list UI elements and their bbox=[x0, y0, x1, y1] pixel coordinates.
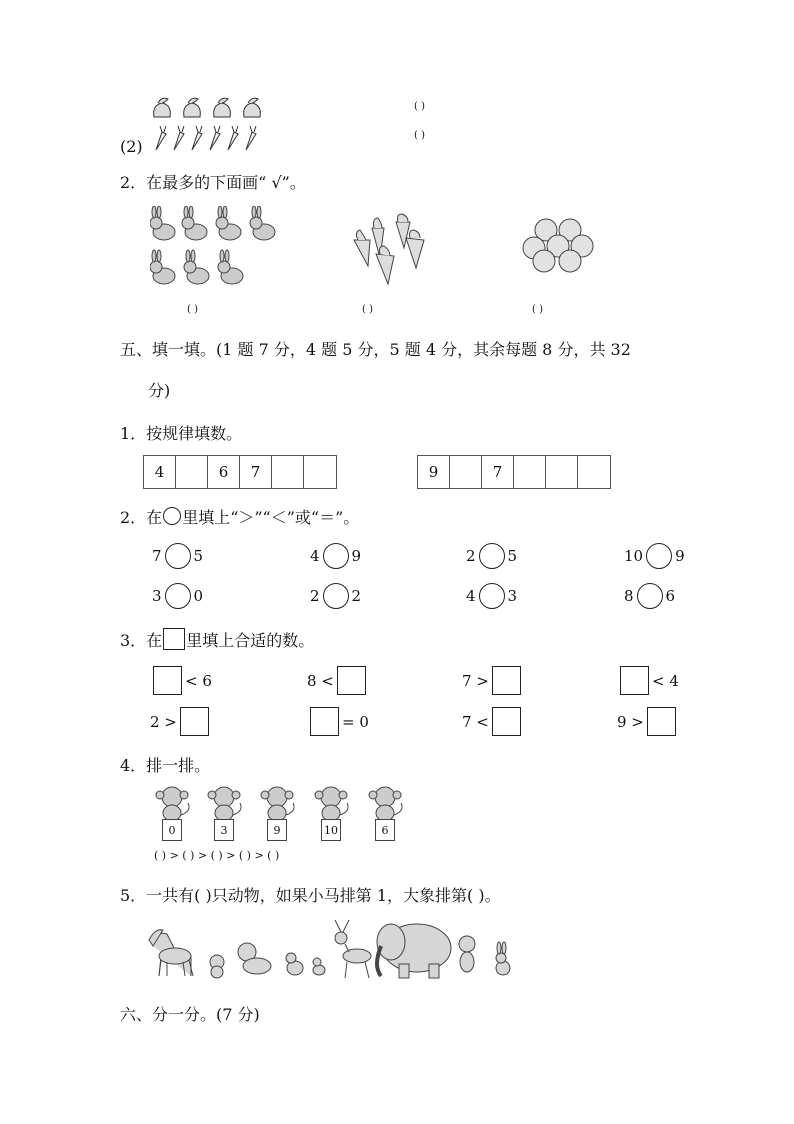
left-number: 2 bbox=[466, 547, 476, 565]
pre-text: 7 < bbox=[462, 712, 489, 731]
compare-item bbox=[152, 543, 203, 569]
right-number: 9 bbox=[351, 547, 362, 565]
question-title: 2．在最多的下面画“ √”。 bbox=[120, 173, 306, 192]
post-text: < 4 bbox=[652, 671, 679, 690]
fill-item bbox=[462, 666, 524, 695]
answer-circle[interactable] bbox=[479, 543, 505, 569]
fill-item bbox=[462, 707, 524, 736]
title-post: 里填上合适的数。 bbox=[186, 631, 315, 650]
right-number: 9 bbox=[675, 547, 685, 565]
fill-item bbox=[150, 666, 212, 695]
sequence-blank[interactable] bbox=[578, 456, 610, 488]
title-pre: 3．在 bbox=[120, 631, 163, 650]
number-card: 9 bbox=[267, 819, 287, 841]
pre-text: 9 > bbox=[617, 712, 644, 731]
right-number: 0 bbox=[193, 587, 204, 605]
answer-circle[interactable] bbox=[323, 583, 349, 609]
apples-picture bbox=[522, 216, 596, 274]
left-number: 4 bbox=[466, 587, 476, 605]
monkey-icon bbox=[257, 785, 297, 821]
compare-item bbox=[466, 583, 517, 609]
compare-item bbox=[310, 543, 361, 569]
title-post: 里填上“＞”“＜”或“＝”。 bbox=[182, 508, 360, 527]
monkey-card bbox=[257, 785, 297, 845]
right-number: 2 bbox=[351, 587, 362, 605]
sequence-cell: 7 bbox=[482, 456, 514, 488]
answer-box[interactable] bbox=[153, 666, 182, 695]
monkey-icon bbox=[152, 785, 192, 821]
sequence-cell: 4 bbox=[144, 456, 176, 488]
pre-text: 2 > bbox=[150, 712, 177, 731]
left-number: 3 bbox=[152, 587, 162, 605]
answer-box[interactable] bbox=[337, 666, 366, 695]
compare-item bbox=[624, 583, 675, 609]
sequence-blank[interactable] bbox=[176, 456, 208, 488]
sequence-blank[interactable] bbox=[450, 456, 482, 488]
answer-circle[interactable] bbox=[637, 583, 663, 609]
title-pre: 2．在 bbox=[120, 508, 163, 527]
compare-item bbox=[624, 543, 685, 569]
question-title bbox=[120, 505, 359, 528]
compare-item bbox=[466, 543, 517, 569]
answer-circle[interactable] bbox=[165, 543, 191, 569]
answer-paren-rabbits[interactable]: ( ) bbox=[187, 304, 198, 315]
circle-icon bbox=[163, 507, 181, 525]
sequence-row-2 bbox=[417, 455, 611, 489]
fill-item bbox=[617, 666, 679, 695]
answer-box[interactable] bbox=[647, 707, 676, 736]
left-number: 4 bbox=[310, 547, 320, 565]
answer-box[interactable] bbox=[180, 707, 209, 736]
section-title: 六、分一分。(7 分) bbox=[120, 1005, 260, 1024]
right-number: 6 bbox=[665, 587, 676, 605]
section-title: 五、填一填。(1 题 7 分，4 题 5 分，5 题 4 分，其余每题 8 分，共 32 bbox=[120, 340, 631, 359]
monkey-card bbox=[152, 785, 192, 845]
pre-text: 7 > bbox=[462, 671, 489, 690]
monkey-icon bbox=[311, 785, 351, 821]
section-title-cont: 分) bbox=[148, 381, 171, 400]
carrots-bunch-picture bbox=[346, 210, 436, 286]
square-icon bbox=[163, 628, 185, 650]
compare-item bbox=[310, 583, 361, 609]
answer-paren-carrots[interactable]: ( ) bbox=[362, 304, 373, 315]
monkey-card bbox=[365, 785, 405, 845]
number-card: 10 bbox=[321, 819, 341, 841]
post-text: = 0 bbox=[342, 712, 369, 731]
answer-circle[interactable] bbox=[646, 543, 672, 569]
compare-item bbox=[152, 583, 203, 609]
sequence-cell: 6 bbox=[208, 456, 240, 488]
answer-paren-1[interactable]: ( ) bbox=[414, 101, 425, 112]
right-number: 5 bbox=[507, 547, 518, 565]
fill-item bbox=[307, 666, 369, 695]
left-number: 2 bbox=[310, 587, 320, 605]
sequence-cell: 7 bbox=[240, 456, 272, 488]
answer-box[interactable] bbox=[620, 666, 649, 695]
question-title: 4．排一排。 bbox=[120, 756, 211, 775]
number-card: 6 bbox=[375, 819, 395, 841]
sequence-blank[interactable] bbox=[304, 456, 336, 488]
rabbits-picture bbox=[150, 206, 285, 292]
question-title bbox=[120, 628, 314, 651]
right-number: 3 bbox=[507, 587, 518, 605]
item-label: (2) bbox=[120, 137, 143, 156]
question-title: 1．按规律填数。 bbox=[120, 424, 243, 443]
number-card: 0 bbox=[162, 819, 182, 841]
sequence-blank[interactable] bbox=[514, 456, 546, 488]
fill-item bbox=[150, 707, 212, 736]
answer-box[interactable] bbox=[310, 707, 339, 736]
pre-text: 8 < bbox=[307, 671, 334, 690]
number-card: 3 bbox=[214, 819, 234, 841]
answer-circle[interactable] bbox=[479, 583, 505, 609]
answer-box[interactable] bbox=[492, 707, 521, 736]
sequence-blank[interactable] bbox=[272, 456, 304, 488]
answer-box[interactable] bbox=[492, 666, 521, 695]
left-number: 10 bbox=[624, 547, 644, 565]
ordering-answer-line[interactable]: ( ) > ( ) > ( ) > ( ) > ( ) bbox=[154, 849, 280, 862]
animals-row-picture bbox=[145, 916, 520, 982]
fill-item bbox=[307, 707, 369, 736]
sequence-cell: 9 bbox=[418, 456, 450, 488]
answer-paren-2[interactable]: ( ) bbox=[414, 130, 425, 141]
fill-item bbox=[617, 707, 679, 736]
monkey-icon bbox=[365, 785, 405, 821]
right-number: 5 bbox=[193, 547, 204, 565]
carrots-picture bbox=[150, 124, 272, 152]
answer-paren-apples[interactable]: ( ) bbox=[532, 304, 543, 315]
answer-circle[interactable] bbox=[165, 583, 191, 609]
monkey-icon bbox=[204, 785, 244, 821]
left-number: 8 bbox=[624, 587, 634, 605]
sequence-row-1 bbox=[143, 455, 337, 489]
monkey-card bbox=[204, 785, 244, 845]
monkey-card bbox=[311, 785, 351, 845]
answer-circle[interactable] bbox=[323, 543, 349, 569]
post-text: < 6 bbox=[185, 671, 212, 690]
sequence-blank[interactable] bbox=[546, 456, 578, 488]
question-title: 5．一共有( )只动物，如果小马排第 1，大象排第( )。 bbox=[120, 886, 501, 905]
left-number: 7 bbox=[152, 547, 162, 565]
peaches-picture bbox=[150, 95, 270, 121]
